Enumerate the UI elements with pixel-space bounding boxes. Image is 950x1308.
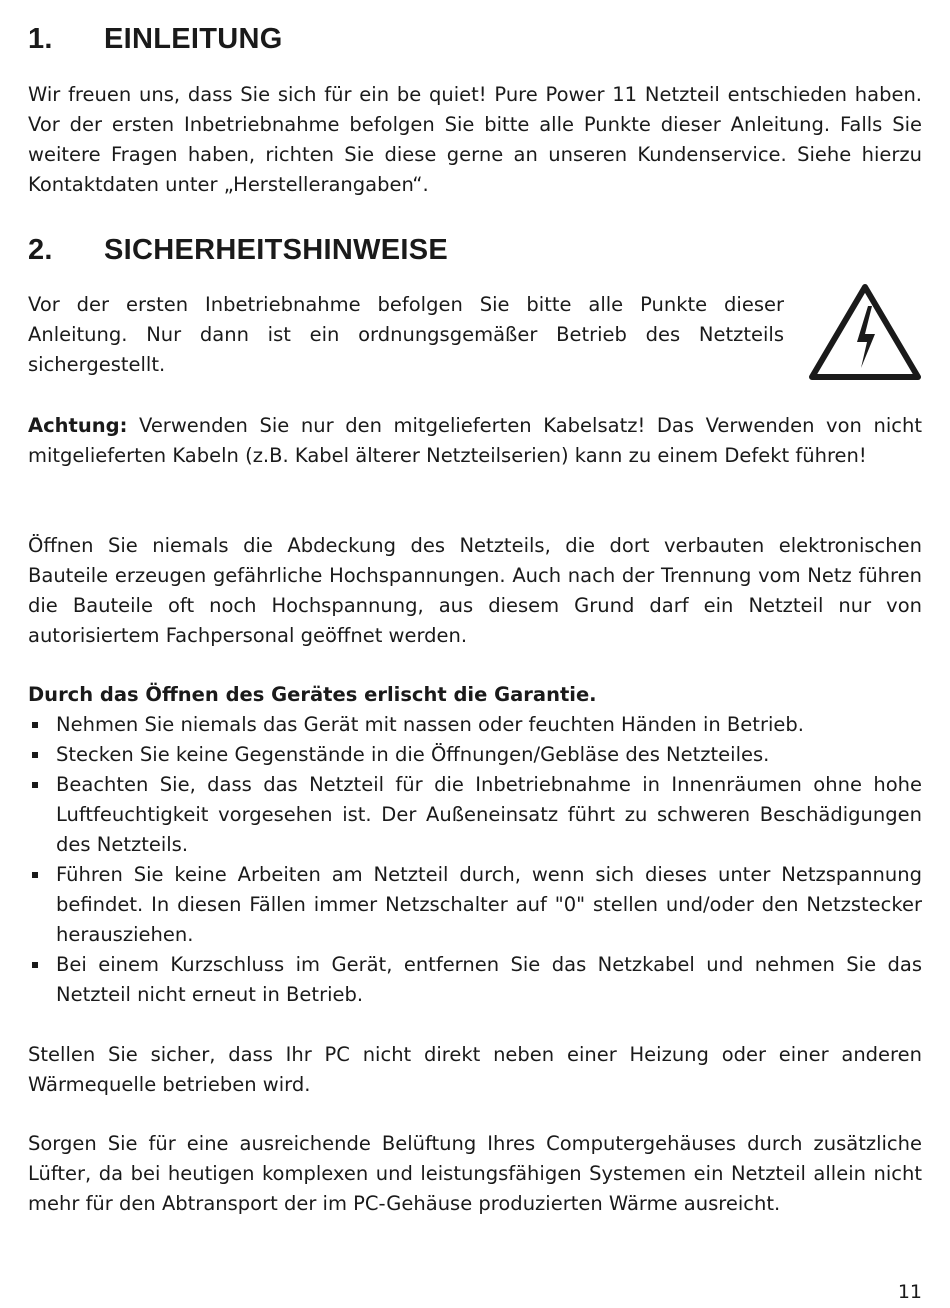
bullet-icon	[32, 752, 38, 758]
list-item: Nehmen Sie niemals das Gerät mit nassen oder feuchten Händen in Betrieb.	[28, 710, 922, 740]
list-item: Beachten Sie, dass das Netzteil für die Inbetriebnahme in Innenräumen ohne hohe Luftfeuchtigkeit vorgesehen ist. Der Außeneinsatz führt zu schweren Beschädigungen des Netzteils.	[28, 770, 922, 860]
ventilation-paragraph: Sorgen Sie für eine ausreichende Belüftung Ihres Computergehäuses durch zusätzliche Lüfter, da bei heutigen komplexen und leistungsfähigen Systemen ein Netzteil allein nicht mehr für den Abtransport der im PC-Gehäuse produzierten Wärme ausreicht.	[28, 1132, 922, 1215]
section-2-heading	[28, 233, 448, 267]
high-voltage-warning-icon	[808, 282, 922, 382]
heating-paragraph: Stellen Sie sicher, dass Ihr PC nicht direkt neben einer Heizung oder einer anderen Wärmequelle betrieben wird.	[28, 1043, 922, 1096]
list-item: Führen Sie keine Arbeiten am Netzteil durch, wenn sich dieses unter Netzspannung befindet. In diesen Fällen immer Netzschalter auf "0" stellen und/oder den Netzstecker herausziehen.	[28, 860, 922, 950]
section-1-number: 1.	[28, 23, 53, 55]
section-1-body: Wir freuen uns, dass Sie sich für ein be quiet! Pure Power 11 Netzteil entschieden haben. Vor der ersten Inbetriebnahme befolgen Sie bitte alle Punkte dieser Anleitung. Falls Sie weitere Fragen haben, richten Sie diese gerne an unseren Kundenservice. Siehe hierzu Kontaktdaten unter „Herstellerangaben“.	[28, 83, 922, 196]
caution-label: Achtung:	[28, 414, 128, 437]
section-2-number: 2.	[28, 234, 53, 266]
safety-intro: Vor der ersten Inbetriebnahme befolgen Sie bitte alle Punkte dieser Anleitung. Nur dann ist ein ordnungsgemäßer Betrieb des Netzteils sichergestellt.	[28, 293, 784, 376]
bullet-icon	[32, 962, 38, 968]
bullet-icon	[32, 872, 38, 878]
safety-bullet-list	[28, 710, 922, 1010]
caution-paragraph	[28, 411, 922, 471]
warranty-notice: Durch das Öffnen des Gerätes erlischt die Garantie.	[28, 683, 597, 706]
section-2-title: SICHERHEITSHINWEISE	[104, 234, 449, 266]
section-1-title: EINLEITUNG	[104, 23, 283, 55]
caution-text: Verwenden Sie nur den mitgelieferten Kabelsatz! Das Verwenden von nicht mitgelieferten Kabeln (z.B. Kabel älterer Netzteilserien) kann zu einem Defekt führen!	[28, 414, 922, 467]
section-1-heading	[28, 22, 283, 56]
bullet-icon	[32, 782, 38, 788]
opening-warning-paragraph: Öffnen Sie niemals die Abdeckung des Netzteils, die dort verbauten elektronischen Bauteile erzeugen gefährliche Hochspannungen. Auch nach der Trennung vom Netz führen die Bauteile oft noch Hochspannung, aus diesem Grund darf ein Netzteil nur von autorisiertem Fachpersonal geöffnet werden.	[28, 534, 922, 647]
list-item: Stecken Sie keine Gegenstände in die Öffnungen/Gebläse des Netzteiles.	[28, 740, 922, 770]
list-item: Bei einem Kurzschluss im Gerät, entfernen Sie das Netzkabel und nehmen Sie das Netzteil nicht erneut in Betrieb.	[28, 950, 922, 1010]
bullet-icon	[32, 722, 38, 728]
page-number: 11	[897, 1281, 922, 1303]
